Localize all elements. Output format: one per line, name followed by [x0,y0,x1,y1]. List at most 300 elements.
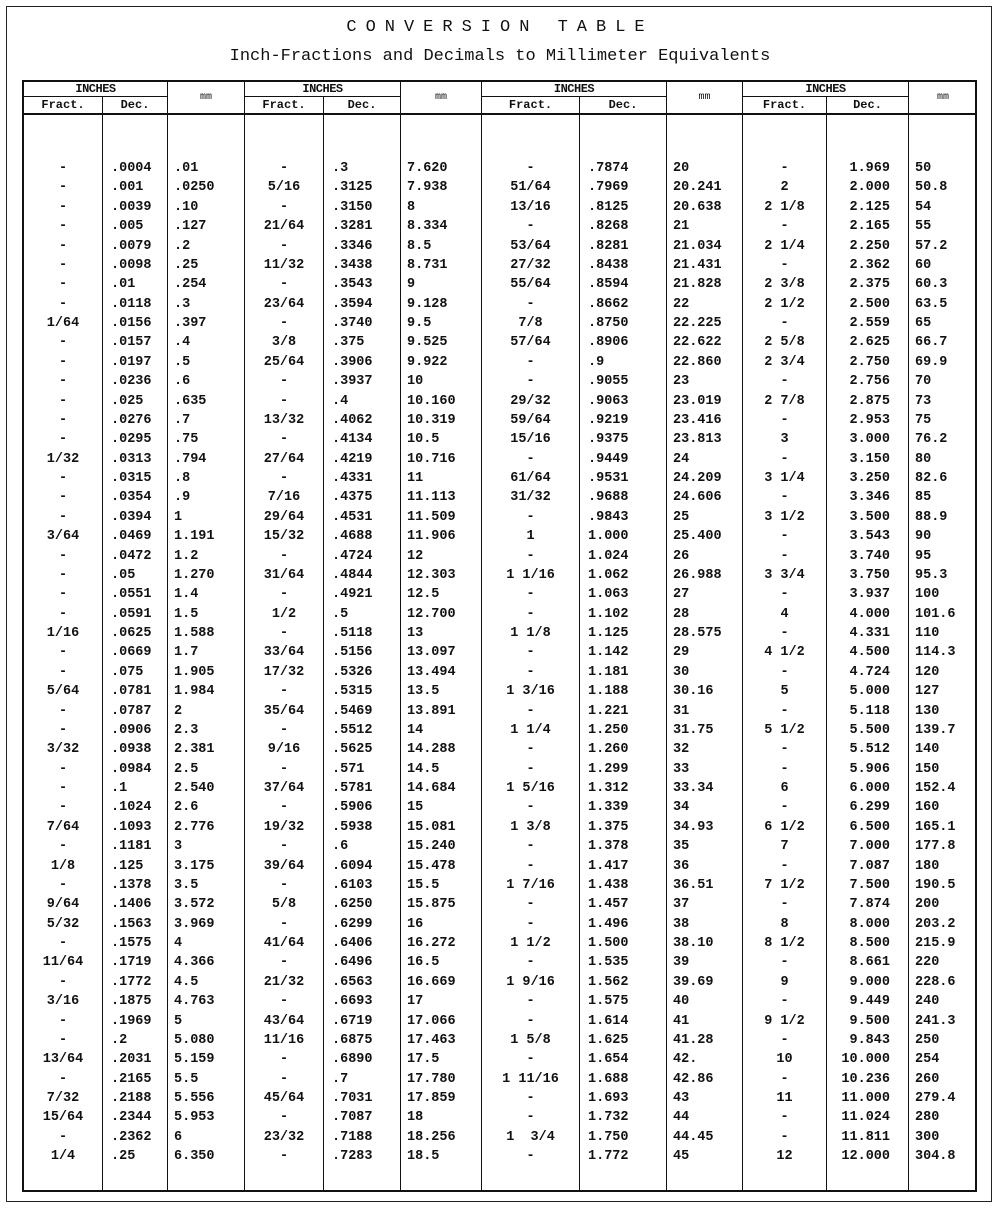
decimal-cell: .8268 [588,219,629,235]
mm-cell: 12.700 [407,606,456,622]
decimal-cell: 9.843 [849,1032,890,1048]
fraction-cell: 57/64 [510,335,551,351]
decimal-cell: .4062 [332,412,373,428]
mm-cell: 16.272 [407,936,456,951]
decimal-cell: .6890 [332,1052,373,1068]
decimal-cell: .0004 [111,161,152,176]
fraction-cell: 5/8 [271,897,297,913]
fraction-cell: - [58,567,68,583]
mm-cell: 127 [915,684,940,700]
mm-cell: 8.5 [407,238,432,254]
decimal-cell: 3.150 [849,451,890,467]
decimal-cell: .5512 [332,722,373,738]
mm-cell: .10 [174,199,199,215]
decimal-cell: 5.000 [849,684,890,700]
fraction-cell: 11 [776,1091,793,1106]
header-dec: Dec. [324,97,401,115]
decimal-cell: 6.299 [849,800,890,816]
decimal-cell: .9055 [588,374,629,390]
decimal-cell: 1.535 [588,955,629,971]
mm-cell: 15.875 [407,897,456,913]
decimal-cell: .5906 [332,800,373,816]
fraction-cell: - [279,1110,289,1126]
header-fract: Fract. [743,97,827,115]
fraction-cell: - [58,974,68,990]
decimal-cell: .4921 [332,587,373,603]
decimal-cell: .0551 [111,587,152,603]
decimal-cell: 4.000 [849,606,890,622]
mm-cell: 13.891 [407,703,456,719]
mm-cell: 60.3 [915,277,948,293]
mm-cell: 9.128 [407,296,448,312]
decimal-cell: .7188 [332,1129,373,1145]
fraction-cell: - [780,219,789,235]
mm-cell: 180 [915,858,940,874]
mm-cell: 22.225 [673,316,722,331]
header-dec: Dec. [103,97,168,115]
mm-cell: 24 [673,451,690,467]
fraction-cell: - [526,509,535,525]
decimal-cell: .1093 [111,819,152,835]
fraction-cell: 15/64 [42,1110,84,1126]
decimal-cell: .3937 [332,374,373,390]
mm-cell: .25 [174,257,199,273]
decimal-cell: 1.688 [588,1071,629,1087]
decimal-cell: 7.000 [849,839,890,855]
mm-cell: 35 [673,839,690,855]
fraction-cell: 29/64 [263,509,305,525]
fraction-cell: 1/16 [46,626,80,641]
mm-cell: .0250 [174,180,215,196]
mm-cell: 4.366 [174,955,215,971]
fraction-cell: 3 1/4 [764,471,805,486]
decimal-cell: 9.449 [849,994,890,1010]
mm-cell: .794 [174,451,207,467]
fraction-cell: - [526,994,535,1010]
mm-cell: 22.622 [673,335,722,351]
mm-cell: 13 [407,626,424,641]
mm-cell: 4.763 [174,994,215,1010]
fraction-cell: 39/64 [263,858,305,874]
decimal-cell: .1575 [111,936,152,951]
fraction-cell: 53/64 [510,238,551,254]
mm-cell: 6 [174,1129,183,1145]
decimal-cell: .4375 [332,490,373,506]
fraction-cell: - [58,257,68,273]
mm-cell: 2.776 [174,819,215,835]
fraction-cell: 5/32 [46,916,80,932]
fraction-cell: - [58,412,68,428]
mm-cell: 160 [915,800,940,816]
mm-cell: 55 [915,219,932,235]
mm-cell: 26 [673,548,690,564]
mm-cell: 24.606 [673,490,722,506]
decimal-cell: 1.260 [588,742,629,758]
fraction-cell: - [58,490,68,506]
mm-cell: 50 [915,161,932,176]
decimal-cell: .1181 [111,839,152,855]
decimal-cell: 9.500 [849,1013,890,1029]
header-mm: mm [401,82,482,115]
mm-cell: 7.620 [407,161,448,176]
mm-cell: 114.3 [915,645,956,661]
fraction-cell: - [58,703,68,719]
decimal-cell: .1969 [111,1013,152,1029]
header-inches: INCHES [743,82,909,97]
mm-cell: 28 [673,606,690,622]
fraction-cell: - [58,199,68,215]
decimal-cell: .0591 [111,606,152,622]
fraction-cell: 2 [780,180,789,196]
fraction-cell: 8 [780,916,789,932]
mm-cell: 1.270 [174,567,215,583]
decimal-cell: 10.000 [841,1052,890,1068]
decimal-cell: .6250 [332,897,373,913]
mm-cell: 15.240 [407,839,456,855]
decimal-cell: 9.000 [849,974,890,990]
decimal-cell: .3346 [332,238,373,254]
mm-cell: 15.5 [407,877,440,893]
mm-cell: 44.45 [673,1129,714,1145]
fraction-cell: 4 1/2 [764,645,805,661]
mm-cell: 13.5 [407,684,440,700]
mm-cell: 65 [915,316,932,331]
mm-cell: 1.984 [174,684,215,700]
fraction-cell: 7/64 [46,819,80,835]
decimal-cell: 1.375 [588,819,629,835]
mm-cell: 4.5 [174,974,199,990]
mm-cell: .397 [174,316,207,331]
fraction-cell: 9 1/2 [764,1013,805,1029]
fraction-cell: - [279,800,289,816]
fraction-cell: 5/16 [267,180,301,196]
fraction-cell: 5 [780,684,789,700]
mm-cell: .3 [174,296,191,312]
decimal-cell: .0079 [111,238,152,254]
decimal-cell: 5.500 [849,722,890,738]
mm-cell: 37 [673,897,690,913]
fraction-cell: 1 5/8 [510,1032,551,1048]
fraction-cell: 1 [526,529,535,545]
decimal-cell: .025 [111,393,144,409]
mm-cell: 203.2 [915,916,956,932]
mm-cell: 177.8 [915,839,956,855]
mm-cell: 139.7 [915,722,956,738]
fraction-cell: 7/16 [267,490,301,506]
decimal-cell: .075 [111,664,144,680]
decimal-cell: 4.331 [849,626,890,641]
decimal-cell: .5315 [332,684,373,700]
fraction-cell: 2 7/8 [764,393,805,409]
fraction-cell: 3 [780,432,789,448]
decimal-cell: 5.512 [849,742,890,758]
mm-cell: 10.5 [407,432,440,448]
decimal-cell: 1.500 [588,936,629,951]
decimal-cell: .25 [111,1149,136,1165]
decimal-cell: .3 [332,161,349,176]
fraction-cell: - [279,1052,289,1068]
mm-cell: 17.780 [407,1071,456,1087]
table-column-fraction [743,115,827,1190]
decimal-cell: 2.000 [849,180,890,196]
decimal-cell: .9843 [588,509,629,525]
mm-cell: 32 [673,742,690,758]
decimal-cell: .0276 [111,412,152,428]
fraction-cell: - [58,645,68,661]
decimal-cell: .3594 [332,296,373,312]
mm-cell: 43 [673,1091,690,1106]
decimal-cell: .375 [332,335,365,351]
fraction-cell: 1/32 [46,451,80,467]
mm-cell: 5.556 [174,1091,215,1106]
fraction-cell: - [58,839,68,855]
mm-cell: 18.5 [407,1149,440,1165]
fraction-cell: - [58,1032,68,1048]
decimal-cell: 1.417 [588,858,629,874]
fraction-cell: - [526,916,535,932]
decimal-cell: .5 [332,606,349,622]
mm-cell: 23.813 [673,432,722,448]
fraction-cell: - [279,277,289,293]
fraction-cell: - [780,548,789,564]
mm-cell: 40 [673,994,690,1010]
decimal-cell: .4 [332,393,349,409]
mm-cell: 1.2 [174,548,199,564]
mm-cell: 25 [673,509,690,525]
mm-cell: 42. [673,1052,698,1068]
decimal-cell: .4844 [332,567,373,583]
fraction-cell: 5/64 [46,684,80,700]
fraction-cell: - [279,238,289,254]
mm-cell: .9 [174,490,191,506]
fraction-cell: 1/2 [271,606,297,622]
fraction-cell: 2 5/8 [764,335,805,351]
decimal-cell: 3.543 [849,529,890,545]
decimal-cell: 8.661 [849,955,890,971]
fraction-cell: 6 1/2 [764,819,805,835]
fraction-cell: - [58,1071,68,1087]
decimal-cell: .4688 [332,529,373,545]
mm-cell: 66.7 [915,335,948,351]
decimal-cell: 1.772 [588,1149,629,1165]
fraction-cell: - [526,1149,535,1165]
decimal-cell: 12.000 [841,1149,890,1165]
mm-cell: 39 [673,955,690,971]
fraction-cell: - [526,219,535,235]
mm-cell: 8.334 [407,219,448,235]
fraction-cell: 33/64 [263,645,305,661]
mm-cell: .8 [174,471,191,486]
fraction-cell: 3/32 [46,742,80,758]
mm-cell: 9.525 [407,335,448,351]
decimal-cell: .3281 [332,219,373,235]
fraction-cell: 3/16 [46,994,80,1010]
fraction-cell: - [526,354,535,370]
mm-cell: 279.4 [915,1091,956,1106]
mm-cell: 228.6 [915,974,956,990]
decimal-cell: .0098 [111,257,152,273]
decimal-cell: .3125 [332,180,373,196]
fraction-cell: - [780,529,789,545]
table-column-fraction [245,115,324,1190]
decimal-cell: .0039 [111,199,152,215]
decimal-cell: .0197 [111,354,152,370]
fraction-cell: 6 [780,781,789,796]
fraction-cell: 11/16 [263,1032,305,1048]
fraction-cell: 23/32 [263,1129,305,1145]
mm-cell: 38 [673,916,690,932]
fraction-cell: 10 [776,1052,793,1068]
mm-cell: 25.400 [673,529,722,545]
fraction-cell: - [58,606,68,622]
fraction-cell: - [58,761,68,777]
header-inches: INCHES [482,82,667,97]
fraction-cell: - [780,1071,789,1087]
decimal-cell: 2.375 [849,277,890,293]
table-column-fraction [482,115,580,1190]
fraction-cell: 2 1/4 [764,238,805,254]
mm-cell: 280 [915,1110,940,1126]
mm-cell: 18.256 [407,1129,456,1145]
mm-cell: 63.5 [915,296,948,312]
fraction-cell: - [58,374,68,390]
decimal-cell: .8662 [588,296,629,312]
mm-cell: 42.86 [673,1071,714,1087]
decimal-cell: 1.654 [588,1052,629,1068]
mm-cell: 16.5 [407,955,440,971]
fraction-cell: 19/32 [263,819,305,835]
decimal-cell: .05 [111,567,136,583]
mm-cell: 22 [673,296,690,312]
fraction-cell: - [780,994,789,1010]
fraction-cell: - [780,451,789,467]
mm-cell: 20.638 [673,199,722,215]
fraction-cell: 21/32 [263,974,305,990]
decimal-cell: 2.953 [849,412,890,428]
fraction-cell: 59/64 [510,412,551,428]
decimal-cell: .9219 [588,412,629,428]
mm-cell: 2.540 [174,781,215,796]
mm-cell: 2 [174,703,183,719]
decimal-cell: 6.500 [849,819,890,835]
mm-cell: 75 [915,412,932,428]
mm-cell: 30 [673,664,690,680]
fraction-cell: - [279,432,289,448]
decimal-cell: .5938 [332,819,373,835]
fraction-cell: 2 1/2 [764,296,805,312]
fraction-cell: - [58,877,68,893]
mm-cell: 11.509 [407,509,456,525]
decimal-cell: 4.724 [849,664,890,680]
fraction-cell: - [526,742,535,758]
decimal-cell: .9 [588,354,605,370]
header-dec: Dec. [827,97,909,115]
mm-cell: 300 [915,1129,940,1145]
decimal-cell: .0313 [111,451,152,467]
decimal-cell: .6406 [332,936,373,951]
fraction-cell: - [279,955,289,971]
mm-cell: 5.953 [174,1110,215,1126]
fraction-cell: - [780,490,789,506]
fraction-cell: - [780,161,789,176]
fraction-cell: - [279,761,289,777]
decimal-cell: 1.000 [588,529,629,545]
mm-cell: 29 [673,645,690,661]
decimal-cell: .0781 [111,684,152,700]
mm-cell: 54 [915,199,932,215]
mm-cell: 4 [174,936,183,951]
fraction-cell: - [526,374,535,390]
decimal-cell: .4724 [332,548,373,564]
fraction-cell: - [526,1110,535,1126]
mm-cell: 10.716 [407,451,456,467]
fraction-cell: 35/64 [263,703,305,719]
mm-cell: 220 [915,955,940,971]
decimal-cell: .6299 [332,916,373,932]
decimal-cell: 1.062 [588,567,629,583]
decimal-cell: 3.346 [849,490,890,506]
table-column-decimal [324,115,401,1190]
fraction-cell: - [279,722,289,738]
mm-cell: 101.6 [915,606,956,622]
fraction-cell: - [526,897,535,913]
decimal-cell: .8281 [588,238,629,254]
fraction-cell: - [279,1149,289,1165]
fraction-cell: - [58,509,68,525]
mm-cell: 28.575 [673,626,722,641]
fraction-cell: 27/32 [510,257,551,273]
decimal-cell: 1.378 [588,839,629,855]
mm-cell: 33.34 [673,781,714,796]
fraction-cell: - [780,257,789,273]
decimal-cell: 1.438 [588,877,629,893]
mm-cell: 11.906 [407,529,456,545]
decimal-cell: .6719 [332,1013,373,1029]
mm-cell: 3 [174,839,183,855]
mm-cell: 73 [915,393,932,409]
fraction-cell: - [58,432,68,448]
fraction-cell: 1/8 [50,858,76,874]
fraction-cell: - [279,548,289,564]
decimal-cell: .9449 [588,451,629,467]
decimal-cell: .0394 [111,509,152,525]
fraction-cell: 9/64 [46,897,80,913]
header-mm: mm [909,82,977,115]
decimal-cell: .7283 [332,1149,373,1165]
header-fract: Fract. [245,97,324,115]
mm-cell: 9 [407,277,416,293]
fraction-cell: 23/64 [263,296,305,312]
fraction-cell: 25/64 [263,354,305,370]
mm-cell: 20 [673,161,690,176]
decimal-cell: .571 [332,761,365,777]
decimal-cell: .0787 [111,703,152,719]
fraction-cell: - [279,1071,289,1087]
fraction-cell: - [780,1129,789,1145]
fraction-cell: - [279,393,289,409]
mm-cell: 39.69 [673,974,714,990]
decimal-cell: .6 [332,839,349,855]
mm-cell: 88.9 [915,509,948,525]
decimal-cell: 1.125 [588,626,629,641]
decimal-cell: 11.024 [841,1110,890,1126]
decimal-cell: 3.250 [849,471,890,486]
fraction-cell: 1/64 [46,316,80,331]
fraction-cell: 21/64 [263,219,305,235]
fraction-cell: - [526,548,535,564]
mm-cell: 11.113 [407,490,456,506]
mm-cell: 27 [673,587,690,603]
